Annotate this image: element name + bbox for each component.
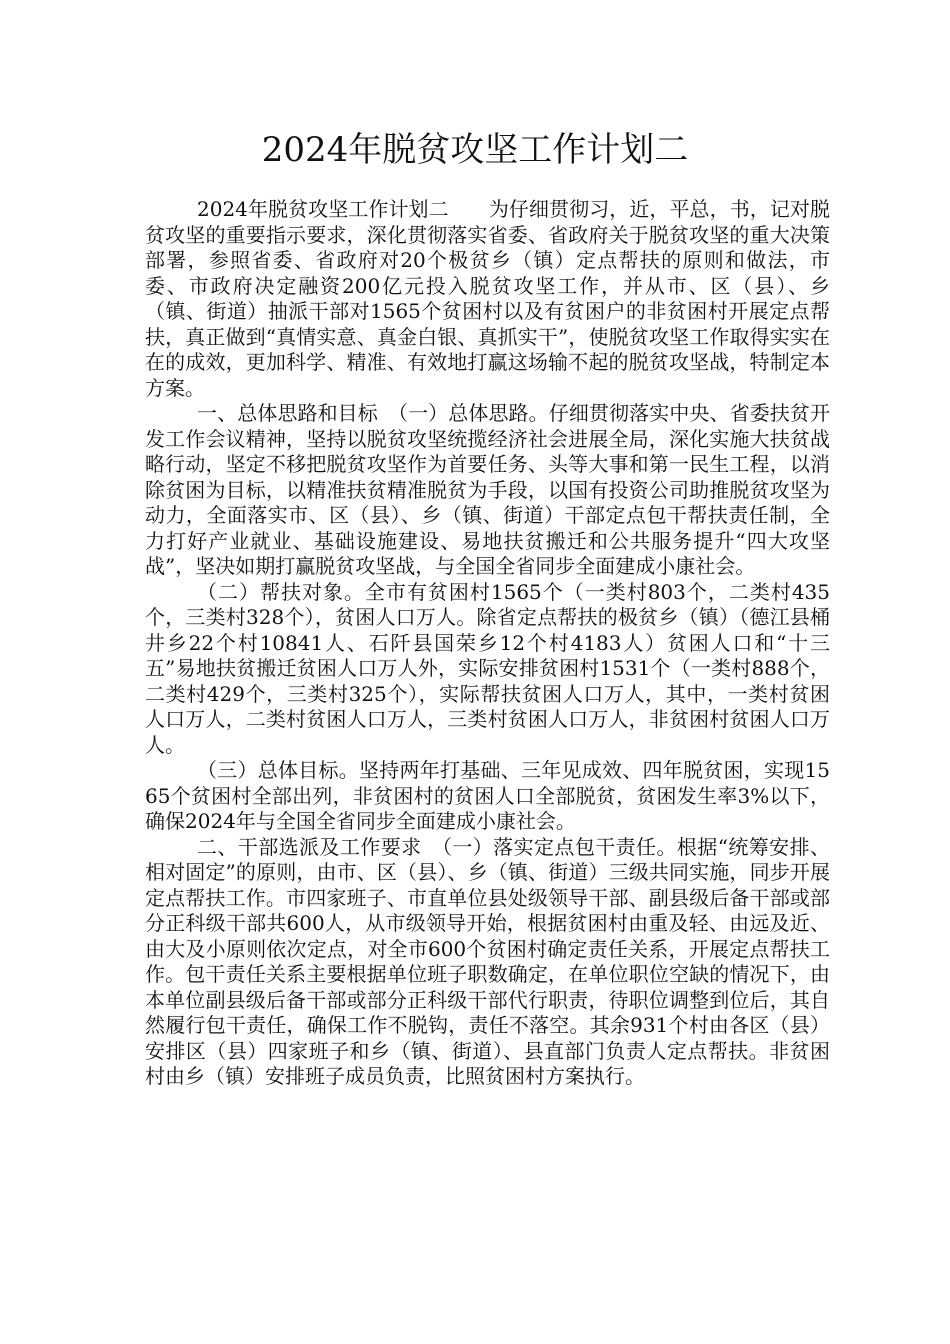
document-body bbox=[145, 197, 830, 1090]
document-title: 2024年脱贫攻坚工作计划二 bbox=[261, 130, 689, 170]
paragraph-section-2: 二、干部选派及工作要求 （一）落实定点包干责任。根据“统筹安排、相对固定”的原则，由市、区（县）、乡（镇、街道）三级共同实施，同步开展定点帮扶工作。市四家班子、市直单位县处级领导干部、副县级后备干部或部分正科级干部共600人，从市级领导开始，根据贫困村由重及轻、由远及近、由大及小原则依次定点，对全市600个贫困村确定责任关系，开展定点帮扶工作。包干责任关系主要根据单位班子职数确定，在单位职位空缺的情况下，由本单位副县级后备干部或部分正科级干部代行职责，待职位调整到位后，其自然履行包干责任，确保工作不脱钩，责任不落空。其余931个村由各区（县）安排区（县）四家班子和乡（镇、街道）、县直部门负责人定点帮扶。非贫困村由乡（镇）安排班子成员负责，比照贫困村方案执行。 bbox=[145, 834, 830, 1088]
paragraph-intro: 2024年脱贫攻坚工作计划二 为仔细贯彻习，近，平总，书，记对脱贫攻坚的重要指示要求，深化贯彻落实省委、省政府关于脱贫攻坚的重大决策部署，参照省委、省政府对20个极贫乡（镇）定点帮扶的原则和做法，市委、市政府决定融资200亿元投入脱贫攻坚工作，并从市、区（县）、乡（镇、街道）抽派干部对1565个贫困村以及有贫困户的非贫困村开展定点帮扶，真正做到“真情实意、真金白银、真抓实干”，使脱贫攻坚工作取得实实在在的成效，更加科学、精准、有效地打赢这场输不起的脱贫攻坚战，特制定本方案。 bbox=[145, 197, 830, 400]
paragraph-section-1: 一、总体思路和目标 （一）总体思路。仔细贯彻落实中央、省委扶贫开发工作会议精神，坚持以脱贫攻坚统揽经济社会进展全局，深化实施大扶贫战略行动，坚定不移把脱贫攻坚作为首要任务、头等大事和第一民生工程，以消除贫困为目标，以精准扶贫精准脱贫为手段，以国有投资公司助推脱贫攻坚为动力，全面落实市、区（县）、乡（镇、街道）干部定点包干帮扶责任制，全力打好产业就业、基础设施建设、易地扶贫搬迁和公共服务提升“四大攻坚战”，坚决如期打赢脱贫攻坚战，与全国全省同步全面建成小康社会。 bbox=[145, 401, 830, 578]
paragraph-goals: （三）总体目标。坚持两年打基础、三年见成效、四年脱贫困，实现1565个贫困村全部出列，非贫困村的贫困人口全部脱贫，贫困发生率3%以下，确保2024年与全国全省同步全面建成小康社会。 bbox=[145, 758, 830, 833]
paragraph-targets: （二）帮扶对象。全市有贫困村1565个（一类村803个，二类村435个，三类村328个），贫困人口万人。除省定点帮扶的极贫乡（镇）（德江县桶井乡22个村10841人、石阡县国荣乡12个村4183人）贫困人口和“十三五”易地扶贫搬迁贫困人口万人外，实际安排贫困村1531个（一类村888个，二类村429个，三类村325个），实际帮扶贫困人口万人，其中，一类村贫困人口万人，二类村贫困人口万人，三类村贫困人口万人，非贫困村贫困人口万人。 bbox=[145, 579, 830, 757]
